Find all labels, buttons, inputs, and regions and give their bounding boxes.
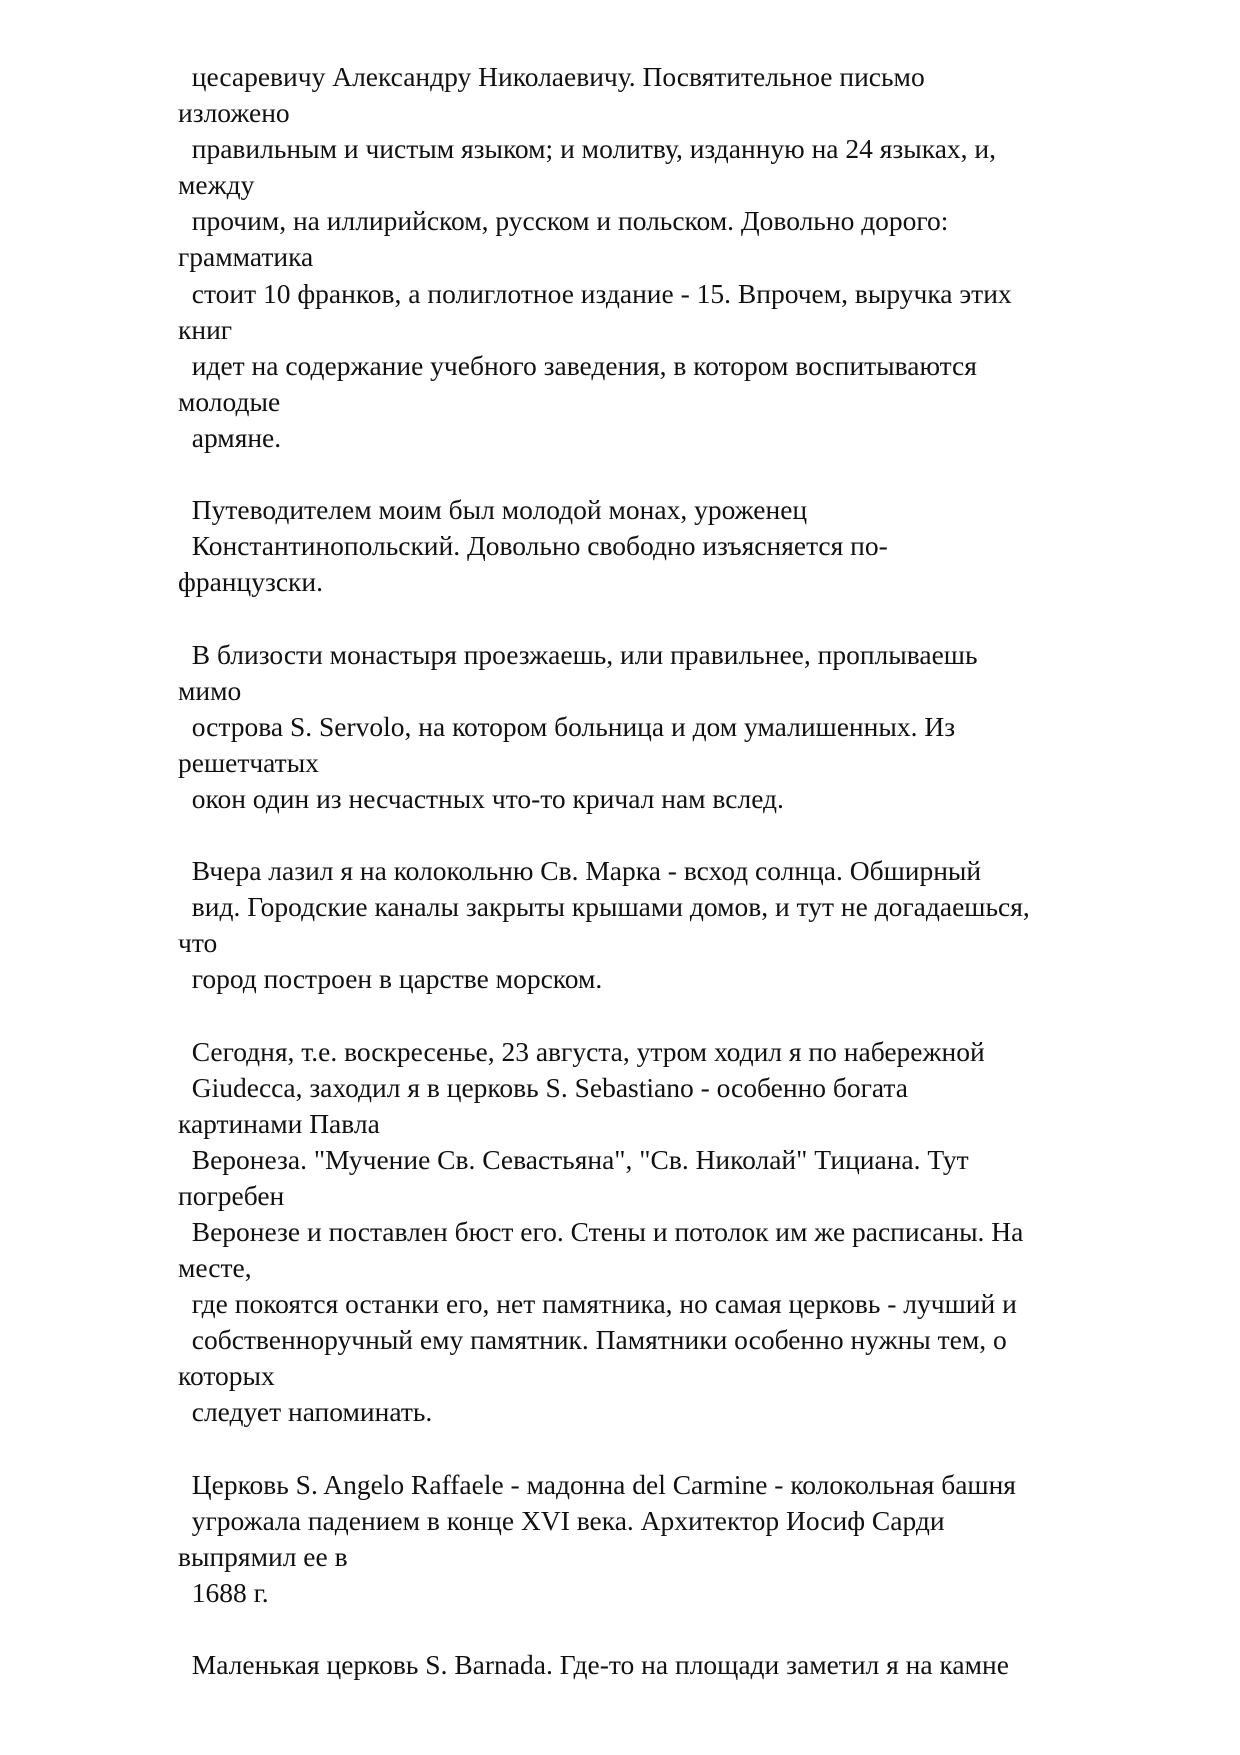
text-line: армяне. [178, 421, 282, 453]
blank-line [178, 1611, 1178, 1647]
text-line: вид. Городские каналы закрыты крышами домов, и тут не догадаешься, [178, 891, 1030, 923]
text-line: что [178, 927, 218, 959]
text-line: Giudecca, заходил я в церковь S. Sebastiano - особенно богата [178, 1071, 908, 1103]
text-line: 1688 г. [178, 1576, 269, 1608]
text-line: мимо [178, 674, 242, 706]
text-line: стоит 10 франков, а полиглотное издание - 15. Впрочем, выручка этих [178, 277, 1012, 309]
text-line: правильным и чистым языком; и молитву, изданную на 24 языках, и, [178, 133, 996, 165]
text-line: Вчера лазил я на колокольню Св. Марка - всход солнца. Обширный [178, 855, 982, 887]
text-line: картинами Павла [178, 1107, 380, 1139]
text-line: выпрямил ее в [178, 1540, 348, 1572]
text-line: месте, [178, 1252, 252, 1284]
text-line: Путеводителем моим был молодой монах, уроженец [178, 494, 808, 526]
blank-line [178, 600, 1178, 636]
text-line: прочим, на иллирийском, русском и польском. Довольно дорого: [178, 205, 949, 237]
text-line: Веронезе и поставлен бюст его. Стены и потолок им же расписаны. На [178, 1216, 1024, 1247]
text-line: окон один из несчастных что-то кричал нам вслед. [178, 782, 784, 814]
text-line: где покоятся останки его, нет памятника, но самая церковь - лучший и [178, 1288, 1017, 1320]
text-line: грамматика [178, 241, 314, 273]
text-line: угрожала падением в конце XVI века. Архитектор Иосиф Сарди [178, 1504, 945, 1536]
text-line: Константинопольский. Довольно свободно изъясняется по- [178, 530, 888, 562]
blank-line [178, 1431, 1178, 1467]
text-line: Сегодня, т.е. воскресенье, 23 августа, утром ходил я по набережной [178, 1035, 985, 1067]
blank-line [178, 817, 1178, 853]
document-text [178, 59, 1178, 1683]
text-line: идет на содержание учебного заведения, в котором воспитываются [178, 349, 977, 381]
text-line: Церковь S. Angelo Raffaele - мадонна del Carmine - колокольная башня [178, 1468, 1016, 1500]
text-line: изложено [178, 97, 290, 129]
text-line: решетчатых [178, 746, 319, 778]
blank-line [178, 997, 1178, 1033]
text-line: молодые [178, 385, 281, 417]
text-line: В близости монастыря проезжаешь, или правильнее, проплываешь [178, 638, 978, 670]
text-line: Маленькая церковь S. Barnada. Где-то на площади заметил я на камне [178, 1649, 1009, 1681]
text-line: между [178, 169, 255, 201]
text-line: французски. [178, 566, 323, 598]
text-line: следует напоминать. [178, 1396, 433, 1428]
text-line: город построен в царстве морском. [178, 963, 603, 995]
text-line: книг [178, 313, 233, 345]
text-line: собственноручный ему памятник. Памятники особенно нужны тем, о [178, 1324, 1007, 1356]
text-line: цесаревичу Александру Николаевичу. Посвятительное письмо [178, 61, 925, 92]
text-line: Веронеза. "Мучение Св. Севастьяна", "Св. Николай" Тициана. Тут [178, 1143, 969, 1175]
text-line: которых [178, 1360, 275, 1392]
blank-line [178, 456, 1178, 492]
text-line: острова S. Servolo, на котором больница и дом умалишенных. Из [178, 710, 956, 742]
text-line: погребен [178, 1179, 285, 1211]
